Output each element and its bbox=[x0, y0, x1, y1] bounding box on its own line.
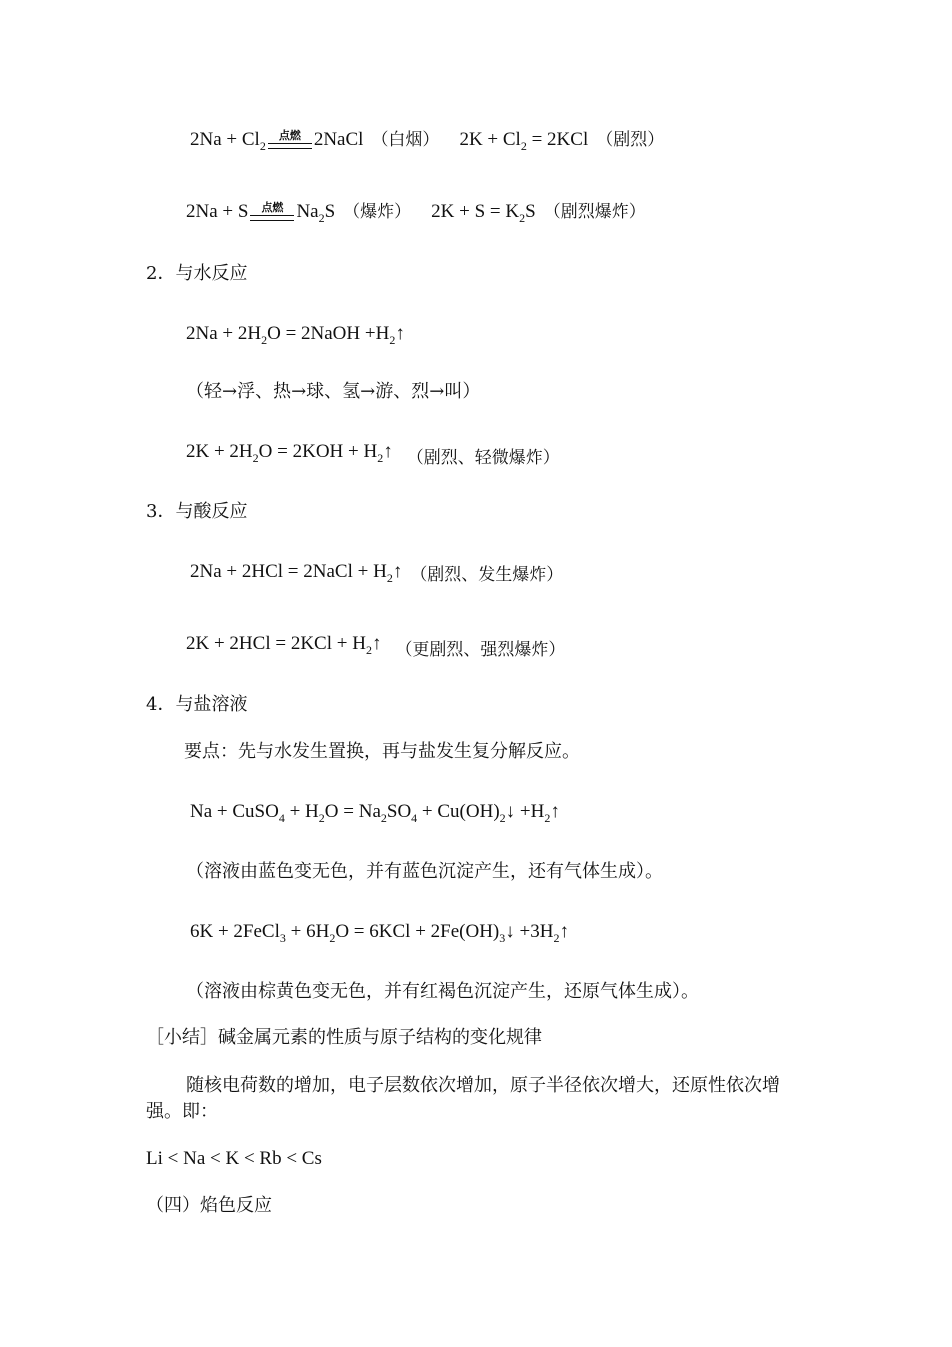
eq-text: Na + CuSO bbox=[190, 801, 279, 822]
eq-note: （剧烈、轻微爆炸） bbox=[406, 448, 560, 467]
equation-k-fecl3 bbox=[190, 920, 569, 944]
eq-text: O = Na bbox=[324, 801, 381, 822]
subscript: 2 bbox=[329, 930, 336, 945]
eq-text: + 6H bbox=[285, 921, 330, 942]
subscript: 2 bbox=[318, 210, 325, 225]
subscript: 2 bbox=[544, 810, 551, 825]
section-heading-acid: 3．与酸反应 bbox=[146, 501, 248, 522]
reducibility-order: Li < Na < K < Rb < Cs bbox=[146, 1148, 322, 1169]
subscript: 3 bbox=[499, 930, 506, 945]
eq-text: O = 2KOH + H bbox=[258, 441, 378, 462]
section-heading-flame: （四）焰色反应 bbox=[146, 1195, 272, 1216]
subscript: 2 bbox=[499, 810, 506, 825]
equation-na-water bbox=[186, 322, 405, 346]
subscript: 2 bbox=[365, 642, 372, 657]
equals-bar bbox=[268, 143, 312, 149]
subscript: 2 bbox=[380, 810, 387, 825]
equals-bar bbox=[250, 215, 294, 221]
eq-note: （更剧烈、强烈爆炸） bbox=[395, 640, 566, 659]
reaction-condition bbox=[250, 203, 294, 221]
subscript: 4 bbox=[411, 810, 418, 825]
eq-text: 2Na + 2HCl = 2NaCl + H bbox=[190, 561, 387, 582]
eq-text: + Cu(OH) bbox=[417, 801, 500, 822]
eq-text: 2K + 2HCl = 2KCl + H bbox=[186, 633, 366, 654]
eq-text: SO bbox=[386, 801, 412, 822]
section-heading-water: 2．与水反应 bbox=[146, 263, 248, 284]
equation-na-cuso4 bbox=[190, 800, 560, 824]
eq-text: 2Na + S bbox=[186, 201, 249, 222]
arrow-up-icon: ↑ bbox=[371, 633, 382, 654]
section-heading-salt: 4．与盐溶液 bbox=[146, 694, 248, 715]
eq-text: Na bbox=[296, 201, 319, 222]
summary-paragraph: 随核电荷数的增加，电子层数依次增加，原子半径依次增大，还原性依次增 bbox=[186, 1075, 780, 1096]
subscript: 2 bbox=[259, 138, 266, 153]
eq-text: ↓ +3H bbox=[505, 921, 554, 942]
eq-text: S bbox=[525, 201, 536, 222]
eq-text: = 2KCl bbox=[526, 129, 589, 150]
eq-note: （爆炸） bbox=[343, 202, 412, 221]
eq-note: （白烟） bbox=[371, 130, 440, 149]
equation-k-hcl bbox=[186, 632, 565, 662]
arrow-up-icon: ↑ bbox=[392, 561, 403, 582]
condition-label: 点燃 bbox=[278, 130, 301, 142]
observation-note-brown: （溶液由棕黄色变无色，并有红褐色沉淀产生，还原气体生成）。 bbox=[186, 981, 699, 1002]
subscript: 2 bbox=[553, 930, 560, 945]
eq-text: + H bbox=[284, 801, 319, 822]
observation-note-blue: （溶液由蓝色变无色，并有蓝色沉淀产生，还有气体生成）。 bbox=[186, 861, 663, 882]
eq-text: 2NaCl bbox=[313, 129, 364, 150]
eq-note: （剧烈爆炸） bbox=[543, 202, 646, 221]
arrow-up-icon: ↑ bbox=[559, 921, 569, 942]
eq-text: 2K + S = K bbox=[431, 201, 520, 222]
subscript: 2 bbox=[386, 570, 393, 585]
subscript: 2 bbox=[318, 810, 325, 825]
reaction-condition bbox=[268, 131, 312, 149]
eq-text: O = 6KCl + 2Fe(OH) bbox=[335, 921, 500, 942]
eq-text: 2Na + Cl bbox=[190, 129, 260, 150]
subscript: 2 bbox=[377, 450, 384, 465]
subscript: 4 bbox=[278, 810, 285, 825]
eq-text: ↓ +H bbox=[505, 801, 545, 822]
arrow-up-icon: ↑ bbox=[395, 323, 405, 344]
equation-na-cl2 bbox=[190, 128, 664, 152]
eq-text: 2K + Cl bbox=[459, 129, 521, 150]
key-point: 要点：先与水发生置换，再与盐发生复分解反应。 bbox=[184, 741, 580, 762]
equation-k-water bbox=[186, 440, 560, 470]
mnemonic-note: （轻→浮、热→球、氢→游、烈→叫） bbox=[186, 381, 481, 402]
equation-na-hcl bbox=[190, 560, 563, 587]
condition-label: 点燃 bbox=[261, 202, 284, 214]
subscript: 3 bbox=[279, 930, 286, 945]
summary-heading: ［小结］碱金属元素的性质与原子结构的变化规律 bbox=[146, 1027, 542, 1048]
eq-text: O = 2NaOH +H bbox=[267, 323, 390, 344]
subscript: 2 bbox=[520, 138, 527, 153]
equation-na-s bbox=[186, 200, 646, 224]
eq-note: （剧烈） bbox=[596, 130, 665, 149]
subscript: 2 bbox=[252, 450, 259, 465]
eq-text: 2Na + 2H bbox=[186, 323, 262, 344]
summary-paragraph-cont: 强。即： bbox=[146, 1101, 218, 1122]
subscript: 2 bbox=[519, 210, 526, 225]
eq-note: （剧烈、发生爆炸） bbox=[410, 565, 564, 584]
eq-text: S bbox=[324, 201, 336, 222]
arrow-up-icon: ↑ bbox=[383, 441, 393, 462]
subscript: 2 bbox=[389, 332, 396, 347]
eq-text: 2K + 2H bbox=[186, 441, 253, 462]
eq-text: 6K + 2FeCl bbox=[190, 921, 280, 942]
arrow-up-icon: ↑ bbox=[550, 801, 560, 822]
subscript: 2 bbox=[261, 332, 268, 347]
